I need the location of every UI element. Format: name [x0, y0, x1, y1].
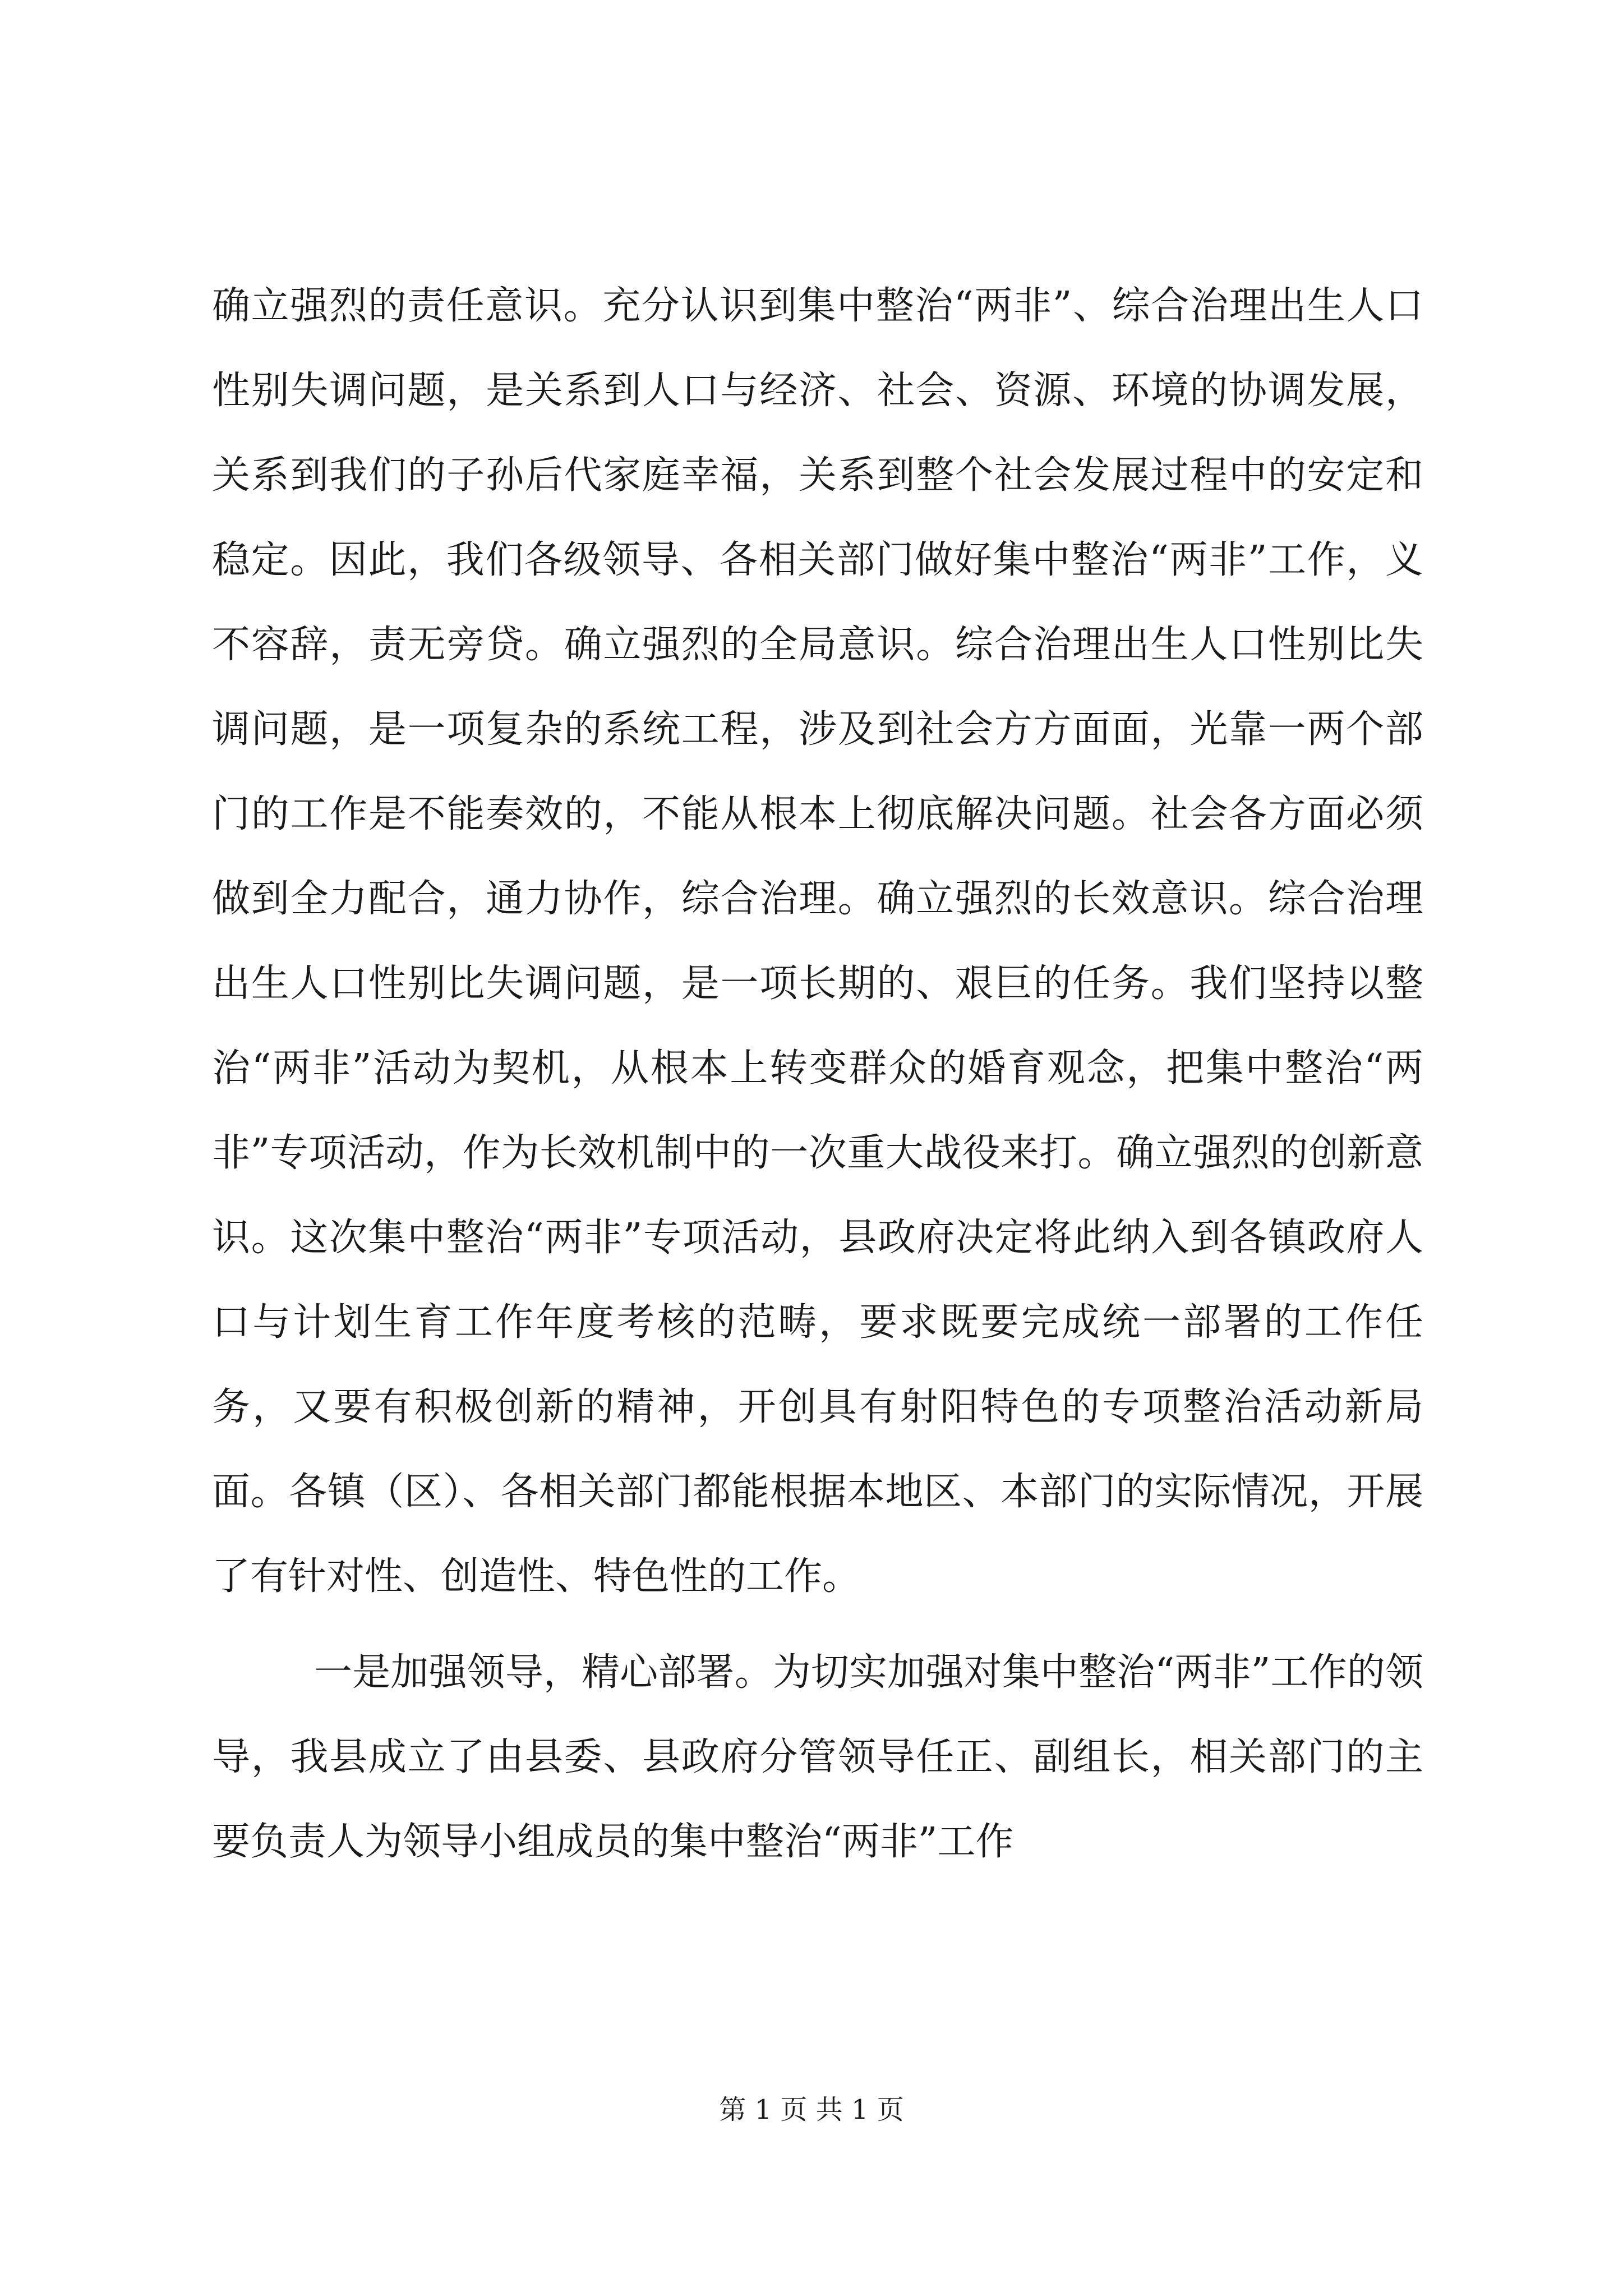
document-body: [212, 264, 1423, 1884]
paragraph-1: 确立强烈的责任意识。充分认识到集中整治“两非”、综合治理出生人口性别失调问题，是关系到人口与经济、社会、资源、环境的协调发展，关系到我们的子孙后代家庭幸福，关系到整个社会发展过程中的安定和稳定。因此，我们各级领导、各相关部门做好集中整治“两非”工作，义不容辞，责无旁贷。确立强烈的全局意识。综合治理出生人口性别比失调问题，是一项复杂的系统工程，涉及到社会方方面面，光靠一两个部门的工作是不能奏效的，不能从根本上彻底解决问题。社会各方面必须做到全力配合，通力协作，综合治理。确立强烈的长效意识。综合治理出生人口性别比失调问题，是一项长期的、艰巨的任务。我们坚持以整治“两非”活动为契机，从根本上转变群众的婚育观念，把集中整治“两非”专项活动，作为长效机制中的一次重大战役来打。确立强烈的创新意识。这次集中整治“两非”专项活动，县政府决定将此纳入到各镇政府人口与计划生育工作年度考核的范畴，要求既要完成统一部署的工作任务，又要有积极创新的精神，开创具有射阳特色的专项整治活动新局面。各镇（区）、各相关部门都能根据本地区、本部门的实际情况，开展了有针对性、创造性、特色性的工作。: [212, 284, 1423, 1599]
page-footer: 第 1 页 共 1 页: [719, 2094, 904, 2125]
paragraph-2: 一是加强领导，精心部署。为切实加强对集中整治“两非”工作的领导，我县成立了由县委、县政府分管领导任正、副组长，相关部门的主要负责人为领导小组成员的集中整治“两非”工作: [212, 1650, 1423, 1864]
